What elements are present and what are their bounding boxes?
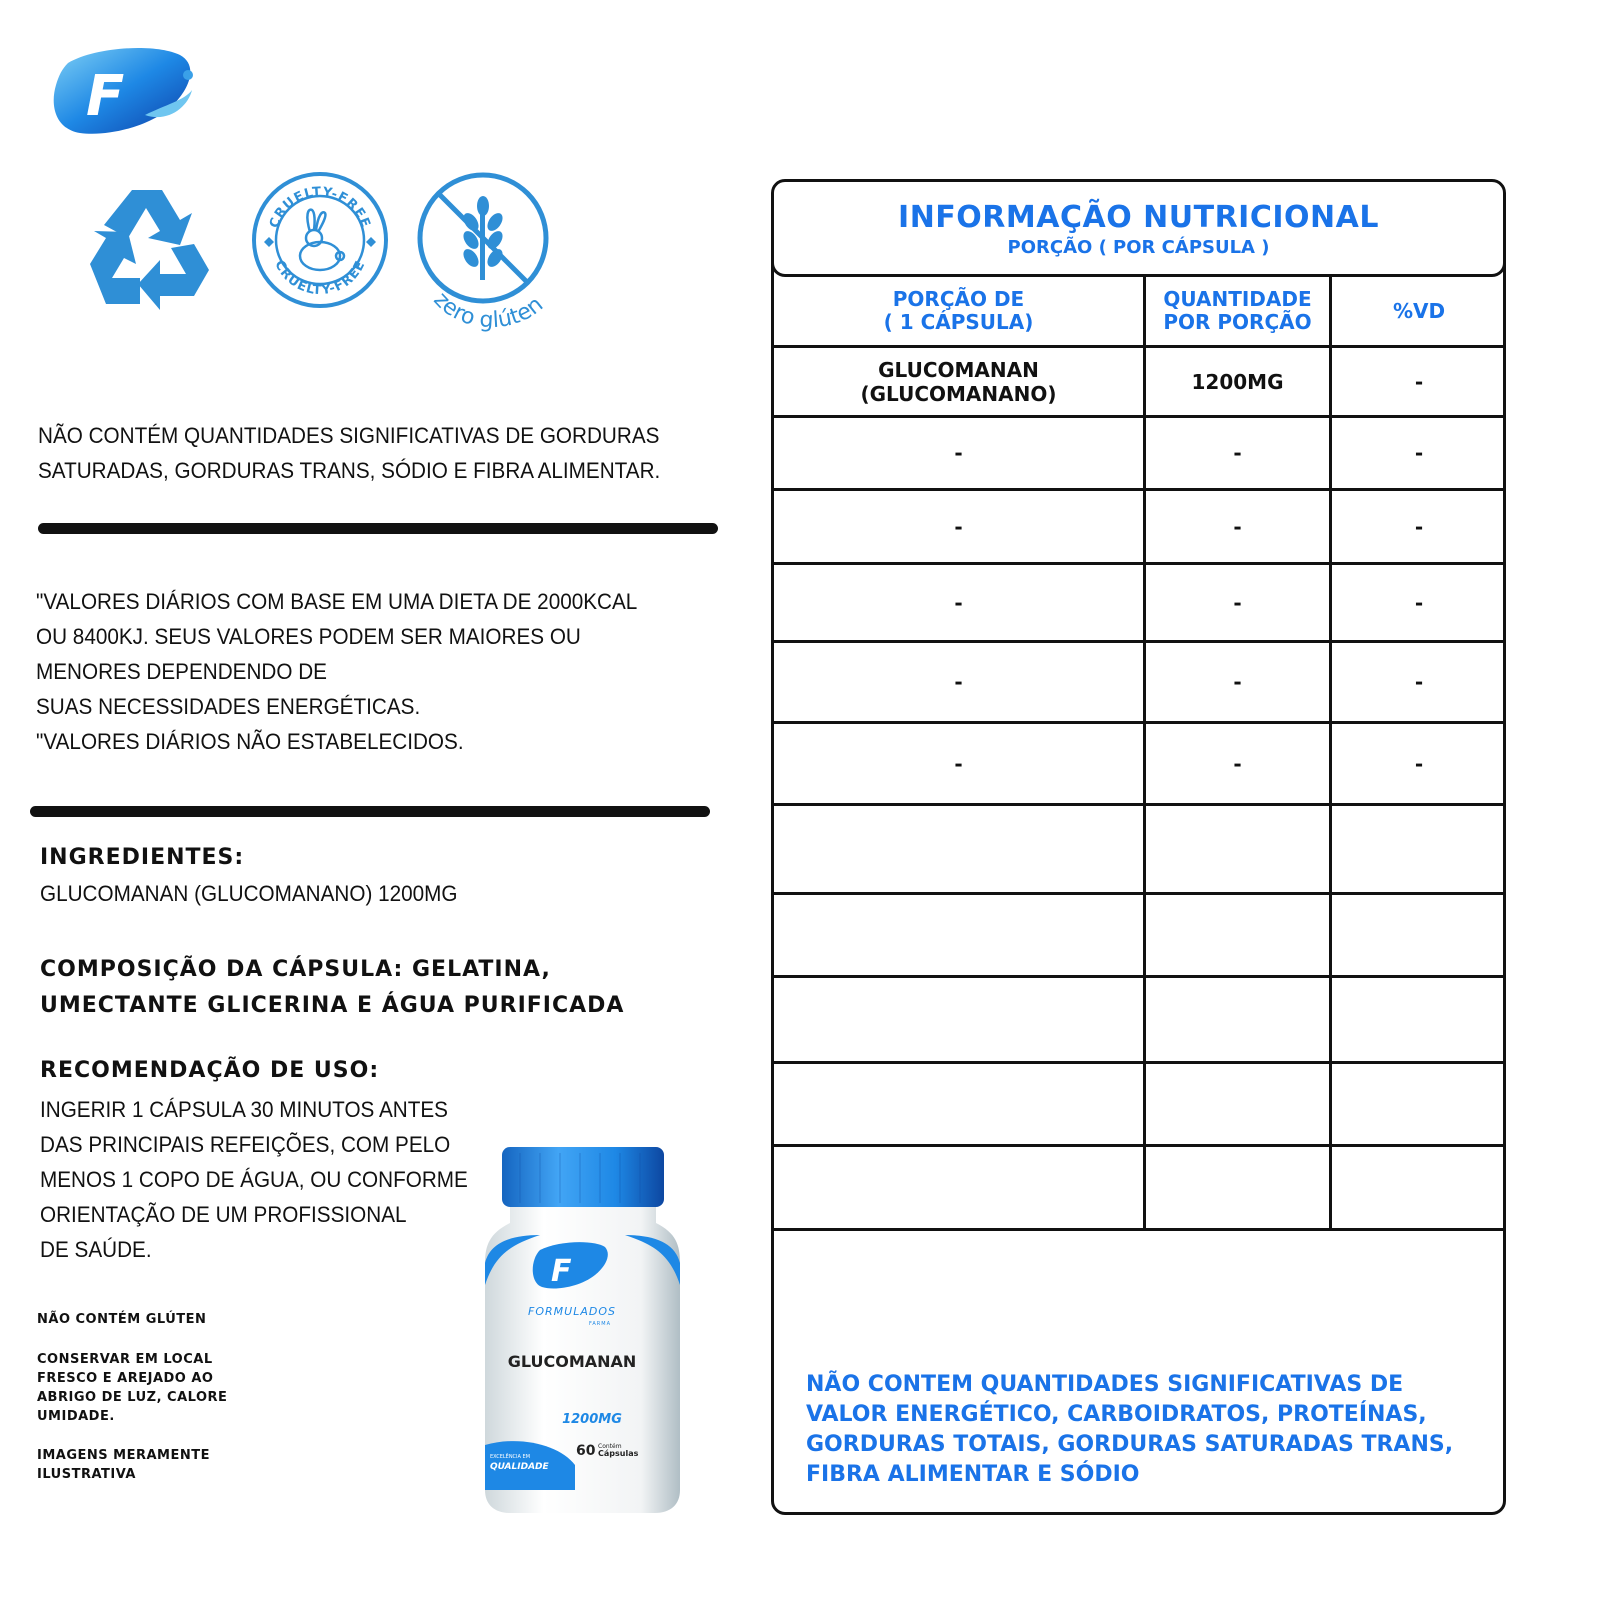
notice-line: NÃO CONTÉM QUANTIDADES SIGNIFICATIVAS DE GORDURAS bbox=[38, 423, 660, 448]
row-divider bbox=[774, 803, 1506, 806]
cell-line: GLUCOMANAN bbox=[878, 357, 1039, 382]
wheat-icon bbox=[460, 196, 505, 280]
storage-line: ABRIGO DE LUZ, CALORE bbox=[37, 1390, 228, 1405]
row-divider bbox=[774, 1144, 1506, 1147]
daily-values-line: OU 8400KJ. SEUS VALORES PODEM SER MAIORES OU bbox=[36, 624, 581, 649]
storage-note bbox=[37, 1350, 227, 1426]
no-gluten-note: NÃO CONTÉM GLÚTEN bbox=[37, 1312, 207, 1327]
table-cell-dash: - bbox=[954, 590, 963, 615]
nutrition-subtitle: PORÇÃO ( POR CÁPSULA ) bbox=[1007, 237, 1270, 258]
bottle-count-label: Contém bbox=[598, 1443, 622, 1450]
recycle-icon bbox=[80, 180, 215, 315]
table-cell-dash: - bbox=[954, 670, 963, 694]
images-note bbox=[37, 1446, 210, 1484]
table-cell-dash: - bbox=[1414, 590, 1424, 615]
col-header-quantity bbox=[1146, 277, 1329, 345]
cruelty-top-text: CRUELTY-FREE bbox=[266, 184, 374, 231]
ingredients-title: INGREDIENTES: bbox=[40, 845, 245, 870]
notice-line: SATURADAS, GORDURAS TRANS, SÓDIO E FIBRA ALIMENTAR. bbox=[38, 458, 661, 483]
svg-text:zero glúten bbox=[428, 287, 548, 333]
col-header-vd: %VD bbox=[1392, 298, 1446, 323]
capsule-line: UMECTANTE GLICERINA E ÁGUA PURIFICADA bbox=[40, 993, 625, 1018]
storage-line: UMIDADE. bbox=[37, 1409, 115, 1424]
usage-line: ORIENTAÇÃO DE UM PROFISSIONAL bbox=[40, 1202, 407, 1227]
product-bottle-image bbox=[480, 1145, 685, 1515]
col-header-line: PORÇÃO DE bbox=[892, 287, 1025, 311]
table-cell-dash: - bbox=[1233, 590, 1242, 615]
bottle-brand: FORMULADOS bbox=[528, 1305, 616, 1318]
row-divider bbox=[774, 1228, 1506, 1231]
images-line: ILUSTRATIVA bbox=[37, 1467, 136, 1482]
table-cell-dash: - bbox=[954, 751, 963, 776]
col-header-line: POR PORÇÃO bbox=[1163, 310, 1312, 334]
table-cell-dash: - bbox=[1414, 670, 1424, 694]
nutrition-header bbox=[771, 179, 1506, 277]
bottle-product: GLUCOMANAN bbox=[507, 1352, 637, 1371]
bottle-logo-letter: F bbox=[551, 1254, 572, 1289]
row-divider bbox=[774, 892, 1506, 895]
usage-line: INGERIR 1 CÁPSULA 30 MINUTOS ANTES bbox=[40, 1097, 448, 1122]
ingredients-text: GLUCOMANAN (GLUCOMANANO) 1200MG bbox=[40, 881, 458, 906]
capsule-line: COMPOSIÇÃO DA CÁPSULA: GELATINA, bbox=[40, 957, 551, 982]
daily-values-line: MENORES DEPENDENDO DE bbox=[36, 659, 327, 684]
col-header-line: QUANTIDADE bbox=[1163, 287, 1312, 311]
nutrition-title: INFORMAÇÃO NUTRICIONAL bbox=[898, 200, 1379, 235]
usage-line: DE SAÚDE. bbox=[40, 1237, 152, 1262]
table-cell-name bbox=[774, 348, 1143, 415]
col-header-line: ( 1 CÁPSULA) bbox=[883, 310, 1034, 334]
capsule-composition bbox=[40, 952, 624, 1024]
table-cell-dash: - bbox=[1414, 751, 1424, 776]
cruelty-free-badge bbox=[250, 170, 390, 310]
storage-line: CONSERVAR EM LOCAL bbox=[37, 1352, 213, 1367]
bottle-seal: QUALIDADE bbox=[490, 1462, 549, 1472]
rabbit-icon bbox=[300, 210, 344, 270]
usage-line: DAS PRINCIPAIS REFEIÇÕES, COM PELO bbox=[40, 1132, 451, 1157]
cruelty-bottom-text: CRUELTY-FREE bbox=[271, 258, 369, 299]
daily-values-line: "VALORES DIÁRIOS NÃO ESTABELECIDOS. bbox=[36, 729, 464, 754]
logo-letter: F bbox=[86, 64, 125, 129]
bottle-count-label: Cápsulas bbox=[598, 1449, 639, 1458]
divider bbox=[38, 523, 718, 534]
row-divider bbox=[774, 1061, 1506, 1064]
table-cell-dash: - bbox=[954, 514, 963, 539]
table-cell-dash: - bbox=[1233, 441, 1242, 465]
table-cell-dash: - bbox=[1233, 514, 1242, 539]
divider bbox=[30, 806, 710, 817]
bottle-dose: 1200MG bbox=[562, 1412, 622, 1427]
bottle-seal: EXCELÊNCIA EM bbox=[490, 1454, 531, 1460]
zero-gluten-badge bbox=[415, 170, 565, 345]
table-cell-dash: - bbox=[1233, 751, 1242, 776]
table-cell-amount: 1200MG bbox=[1191, 369, 1284, 394]
table-cell-dash: - bbox=[1233, 670, 1242, 694]
daily-values-line: SUAS NECESSIDADES ENERGÉTICAS. bbox=[36, 694, 421, 719]
svg-text:CRUELTY-FREE bbox=[267, 185, 373, 230]
cell-line: (GLUCOMANANO) bbox=[860, 381, 1057, 406]
images-line: IMAGENS MERAMENTE bbox=[37, 1448, 210, 1463]
daily-values-text bbox=[36, 584, 637, 759]
table-cell-dash: - bbox=[1414, 514, 1424, 539]
usage-text bbox=[40, 1092, 468, 1267]
svg-text:CRUELTY-FREE bbox=[271, 258, 368, 298]
daily-values-line: "VALORES DIÁRIOS COM BASE EM UMA DIETA DE 2000KCAL bbox=[36, 589, 638, 614]
usage-title: RECOMENDAÇÃO DE USO: bbox=[40, 1058, 380, 1083]
brand-logo bbox=[50, 45, 200, 140]
bottle-brand-sub: FARMA bbox=[588, 1321, 612, 1327]
nutrition-footer-note: NÃO CONTEM QUANTIDADES SIGNIFICATIVAS DE VALOR ENERGÉTICO, CARBOIDRATOS, PROTEÍNAS, GORDURAS TOTAIS, GORDURAS SATURADAS TRANS, FIBRA ALIMENTAR E SÓDIO bbox=[806, 1372, 1454, 1487]
row-divider bbox=[774, 975, 1506, 978]
usage-line: MENOS 1 COPO DE ÁGUA, OU CONFORME bbox=[40, 1167, 468, 1192]
notice-text bbox=[38, 418, 660, 488]
storage-line: FRESCO E AREJADO AO bbox=[37, 1371, 214, 1386]
table-cell-dash: - bbox=[954, 441, 963, 465]
table-cell-vd: - bbox=[1414, 369, 1424, 394]
nutrition-table bbox=[771, 179, 1506, 1515]
table-cell-dash: - bbox=[1414, 441, 1424, 465]
bottle-count: 60 bbox=[576, 1443, 596, 1459]
zero-gluten-text: zero glúten bbox=[428, 287, 549, 334]
col-header-portion bbox=[774, 277, 1143, 345]
